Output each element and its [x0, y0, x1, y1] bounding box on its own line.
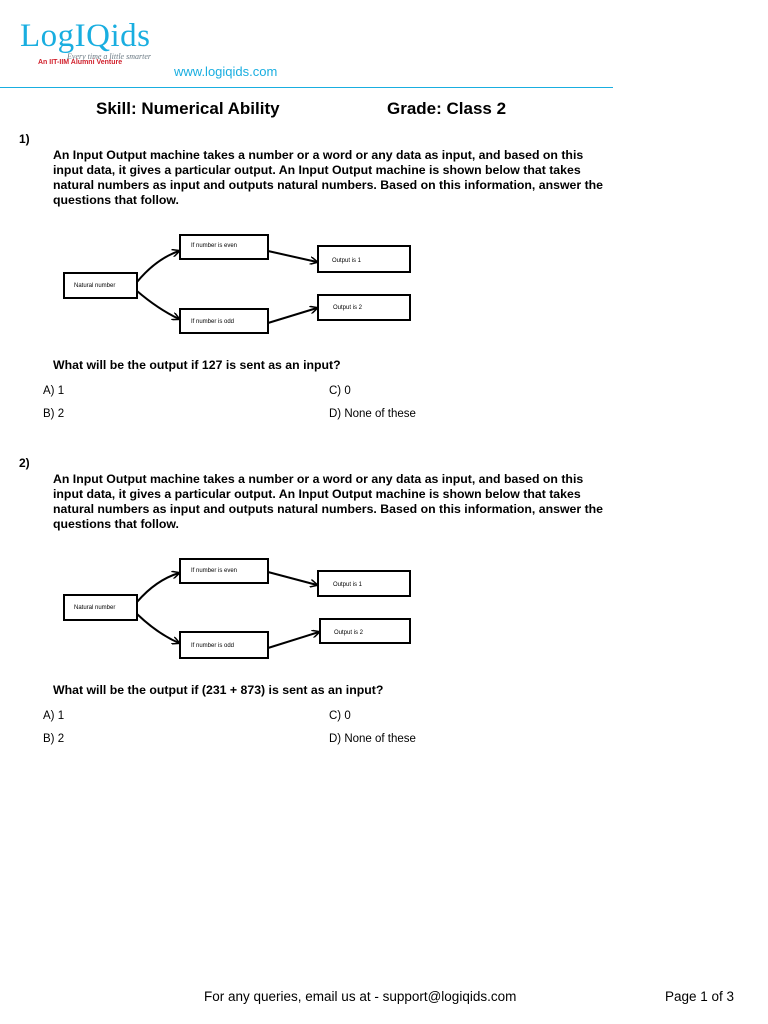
- arrow-to-output1: [268, 572, 317, 585]
- logo: LogIQids: [20, 18, 151, 54]
- question-prompt: What will be the output if 127 is sent as an input?: [53, 358, 341, 372]
- arrow-to-output2: [268, 632, 319, 648]
- question-number: 1): [19, 132, 30, 146]
- question-prompt: What will be the output if (231 + 873) is sent as an input?: [53, 683, 384, 697]
- output1-label: Output is 1: [332, 258, 362, 264]
- arrow-to-even: [137, 573, 179, 602]
- arrow-to-output2: [268, 308, 317, 323]
- output2-label: Output is 2: [333, 305, 363, 311]
- option-b[interactable]: B) 2: [43, 408, 65, 420]
- question-number: 2): [19, 456, 30, 470]
- output2-label: Output is 2: [334, 630, 364, 636]
- grade-title: Grade: Class 2: [387, 99, 507, 118]
- site-url-link[interactable]: www.logiqids.com: [174, 64, 278, 79]
- skill-title: Skill: Numerical Ability: [96, 99, 280, 118]
- logo-tagline: Every time a little smarter: [67, 52, 151, 61]
- arrow-to-even: [137, 251, 179, 282]
- arrow-to-odd: [137, 614, 179, 643]
- output1-label: Output is 1: [333, 582, 363, 588]
- odd-label: If number is odd: [191, 643, 235, 649]
- arrow-to-output1: [268, 251, 317, 262]
- option-c[interactable]: C) 0: [329, 385, 351, 397]
- output2-box: [318, 295, 410, 320]
- option-a[interactable]: A) 1: [43, 385, 65, 397]
- page-indicator: Page 1 of 3: [665, 989, 735, 1004]
- input-label: Natural number: [74, 605, 116, 611]
- option-d[interactable]: D) None of these: [329, 408, 416, 420]
- odd-label: If number is odd: [191, 319, 235, 325]
- question-stem: An Input Output machine takes a number or a word or any data as input, and based on this input data, it gives a particular output. An Input Output machine is shown below that takes natural numbers as input and outputs natural numbers. Based on this information, answer the questions that follow.: [53, 472, 604, 531]
- option-a[interactable]: A) 1: [43, 710, 65, 722]
- output1-box: [318, 571, 410, 596]
- option-c[interactable]: C) 0: [329, 710, 351, 722]
- option-b[interactable]: B) 2: [43, 733, 65, 745]
- input-label: Natural number: [74, 283, 116, 289]
- footer-contact: For any queries, email us at - support@logiqids.com: [204, 989, 517, 1004]
- even-label: If number is even: [191, 568, 238, 574]
- even-label: If number is even: [191, 243, 238, 249]
- header-divider: [0, 87, 613, 88]
- arrow-to-odd: [137, 291, 179, 319]
- io-machine-diagram: [60, 229, 420, 337]
- question-stem: An Input Output machine takes a number or a word or any data as input, and based on this input data, it gives a particular output. An Input Output machine is shown below that takes natural numbers as input and outputs natural numbers. Based on this information, answer the questions that follow.: [53, 148, 604, 207]
- io-machine-diagram: [60, 556, 420, 664]
- venture-label: An IIT-IIM Alumni Venture: [38, 59, 123, 66]
- option-d[interactable]: D) None of these: [329, 733, 416, 745]
